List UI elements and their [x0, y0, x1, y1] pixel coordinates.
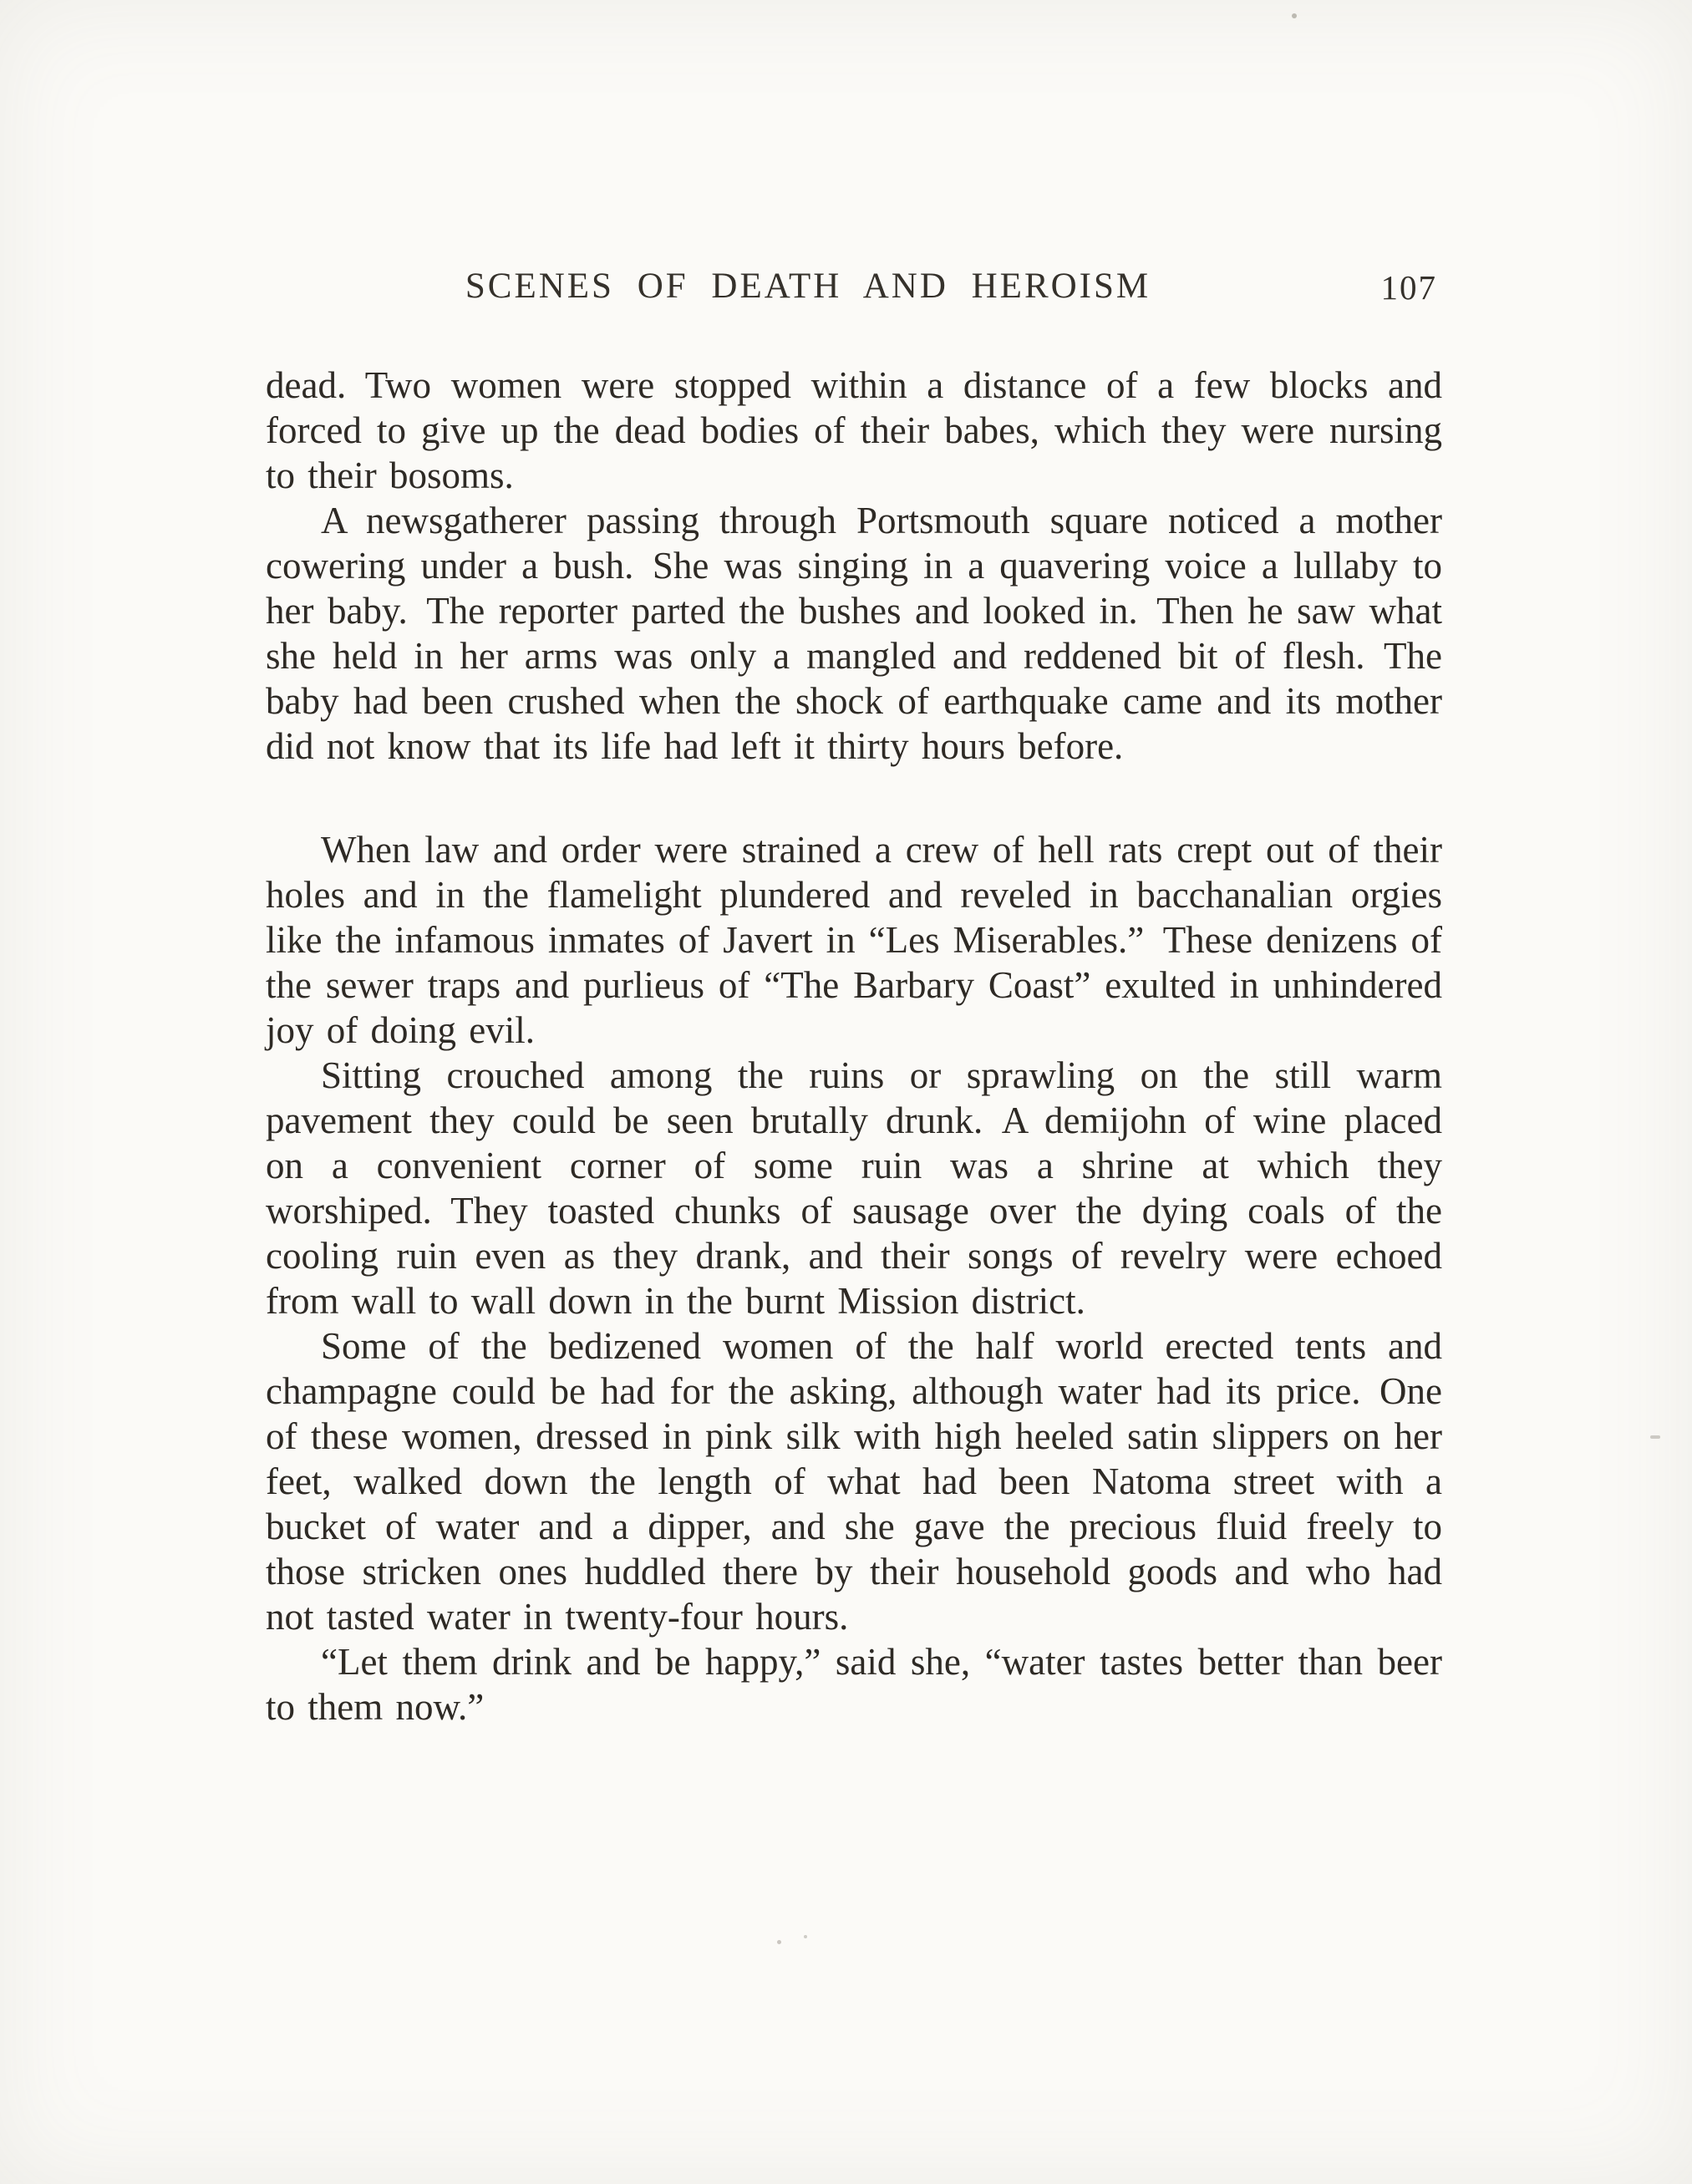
scan-speckle — [1650, 1435, 1660, 1439]
body-text — [266, 363, 1442, 1729]
paragraph: “Let them drink and be happy,” said she, “water tastes better than beer to them now.” — [266, 1641, 1442, 1728]
scan-speckle — [804, 1935, 807, 1938]
paragraph: A newsgatherer passing through Portsmouth square noticed a mother cowering under a bush. She was singing in a quavering voice a lullaby to her baby. The reporter parted the bushes and looked in. Then he saw what she held in her arms was only a mangled and reddened bit of flesh. The baby had been crushed when the shock of earthquake came and its mother did not know that its life had left it thirty hours before. — [266, 500, 1442, 767]
paragraph: When law and order were strained a crew of hell rats crept out of their holes and in the flamelight plundered and reveled in bacchanalian orgies like the infamous inmates of Javert in “Les Miserables.” These denizens of the sewer traps and purlieus of “The Barbary Coast” exulted in unhindered joy of doing evil. — [266, 829, 1442, 1051]
text-block — [266, 266, 1442, 1729]
paragraph: Some of the bedizened women of the half world erected tents and champagne could be had for the asking, although water had its price. One of these women, dressed in pink silk with high heeled satin slippers on her feet, walked down the length of what had been Natoma street with a bucket of water and a dipper, and she gave the precious fluid freely to those stricken ones huddled there by their household goods and who had not tasted water in twenty-four hours. — [266, 1325, 1442, 1638]
paragraph: Sitting crouched among the ruins or sprawling on the still warm pavement they could be seen brutally drunk. A demijohn of wine placed on a convenient corner of some ruin was a shrine at which they worshiped. They toasted chunks of sausage over the dying coals of the cooling ruin even as they drank, and their songs of revelry were echoed from wall to wall down in the burnt Mission district. — [266, 1054, 1442, 1322]
page-number: 107 — [1380, 268, 1437, 307]
page-title: SCENES OF DEATH AND HEROISM — [465, 267, 1151, 306]
running-head — [266, 266, 1442, 316]
scan-speckle — [1292, 13, 1297, 18]
paragraph: dead. Two women were stopped within a distance of a few blocks and forced to give up the dead bodies of their babes, which they were nursing to their bosoms. — [266, 364, 1442, 496]
scan-speckle — [777, 1940, 781, 1944]
